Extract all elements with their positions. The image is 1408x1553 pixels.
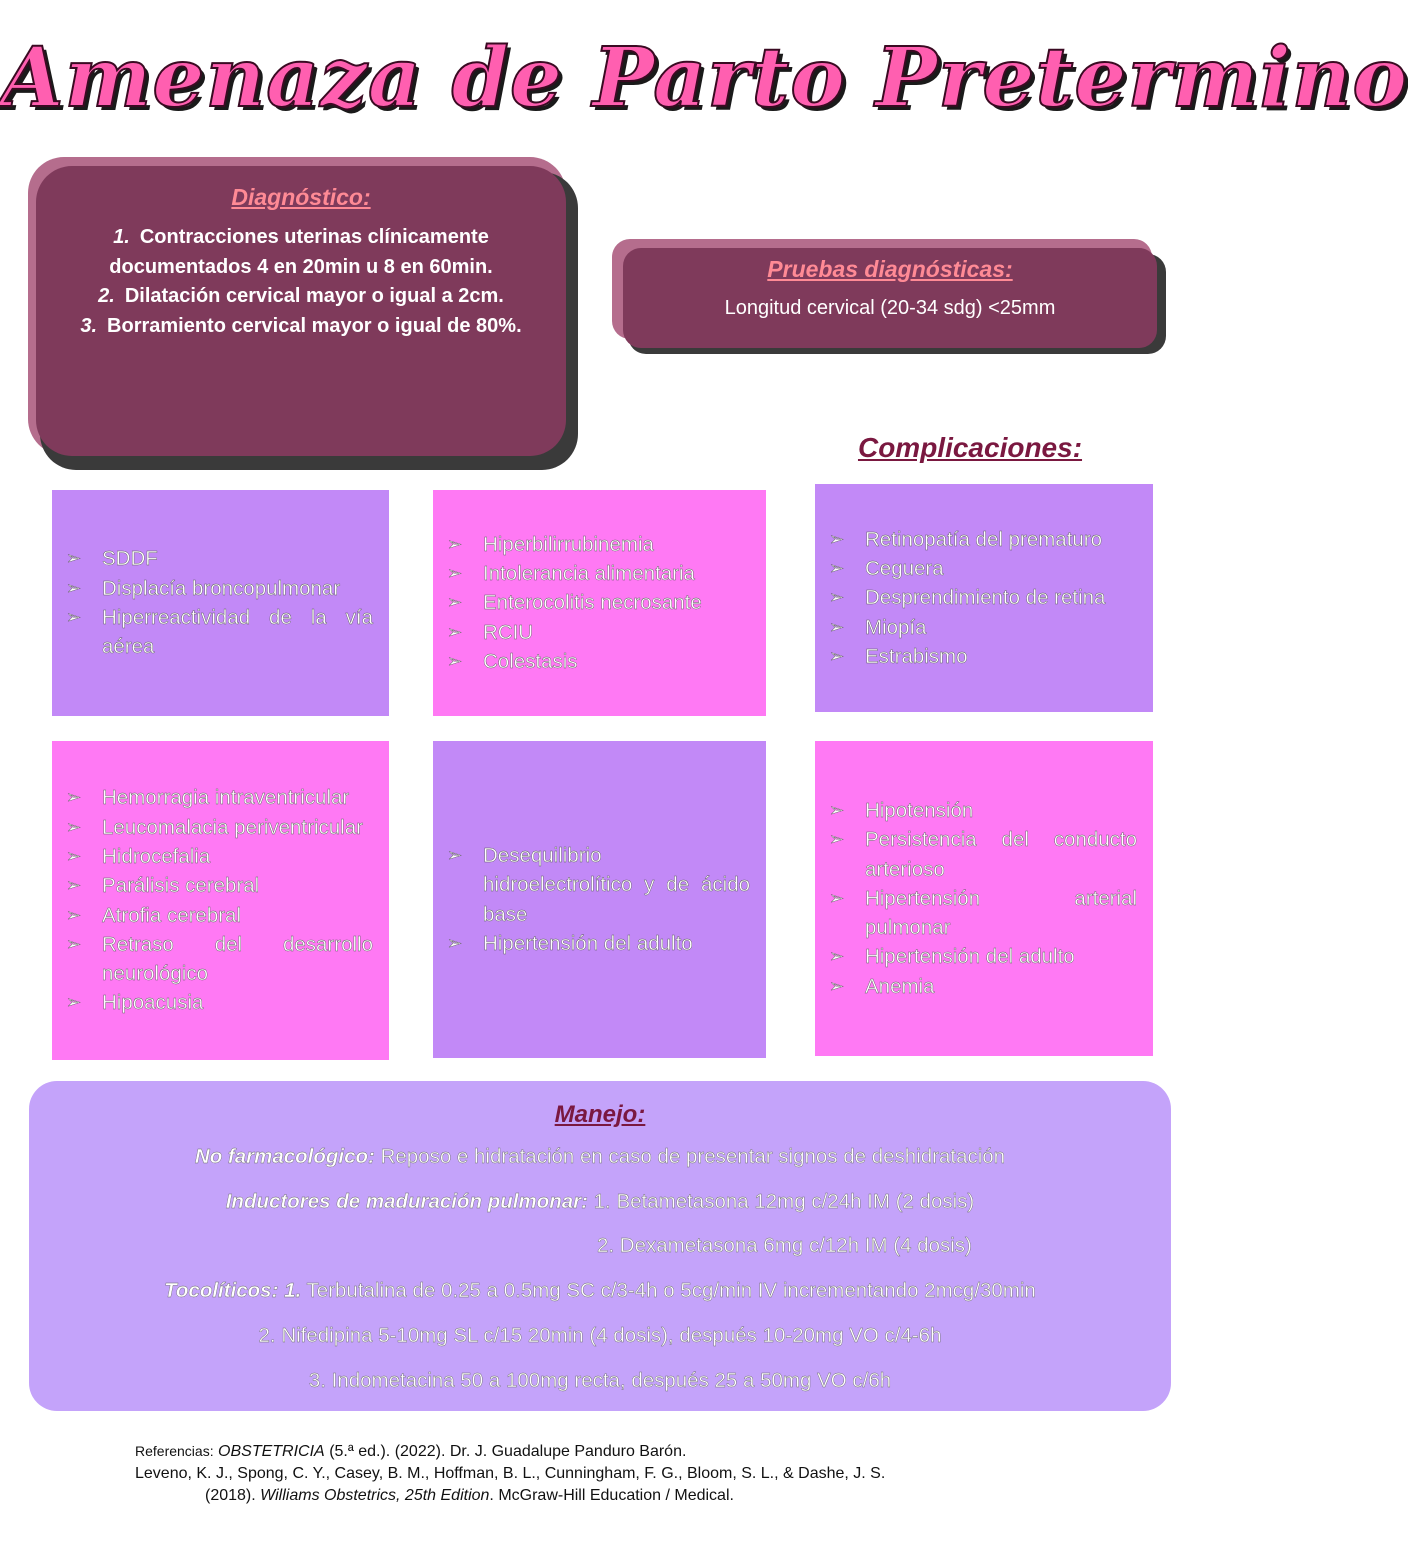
- list-item: ➢ Parálisis cerebral: [102, 871, 373, 900]
- complicaciones-box-digestivas: [433, 490, 766, 716]
- diagnostico-list: [66, 223, 536, 341]
- pruebas-box: [623, 248, 1157, 348]
- manejo-tocoliticos: Tocolíticos: 1. Terbutalina de 0.25 a 0.5mg SC c/3-4h o 5cg/min IV incrementando 2mcg/30min: [164, 1279, 1036, 1303]
- list-item: ➢ Hemorragia intraventricular: [102, 783, 373, 812]
- referencia-2-cont: (2018). Williams Obstetrics, 25th Edition. McGraw-Hill Education / Medical.: [205, 1487, 734, 1504]
- diagnostico-item: 2. Dilatación cervical mayor o igual a 2cm.: [98, 285, 504, 307]
- complicaciones-box-respiratorias: [52, 490, 389, 716]
- list-item: ➢ Retraso del desarrollo neurológico: [102, 930, 373, 989]
- complicaciones-box-metabolicas: [433, 741, 766, 1058]
- list-item: ➢ Persistencia del conducto arterioso: [865, 825, 1137, 884]
- diagnostico-item: 3. Borramiento cervical mayor o igual de 80%.: [80, 314, 522, 337]
- list-item: ➢ Intolerancia alimentaria: [483, 559, 750, 588]
- list-item: ➢ Colestasis: [483, 647, 750, 676]
- pruebas-title: Pruebas diagnósticas:: [767, 256, 1013, 282]
- complicaciones-box-neurologicas: [52, 741, 389, 1060]
- diagnostico-item: 1. Contracciones uterinas clínicamente documentados 4 en 20min u 8 en 60min.: [109, 226, 493, 278]
- list-item: ➢ Enterocolitis necrosante: [483, 588, 750, 617]
- list-item: ➢ Hidrocefalia: [102, 842, 373, 871]
- list-item: ➢ RCIU: [483, 618, 750, 647]
- manejo-inductores: Inductores de maduración pulmonar: 1. Betametasona 12mg c/24h IM (2 dosis): [225, 1189, 975, 1213]
- complicaciones-box-cardiovasculares: [815, 741, 1153, 1056]
- list-item: ➢ Hipertensión del adulto: [483, 929, 750, 958]
- list-item: ➢ Hiperreactividad de la vía aérea: [102, 603, 373, 662]
- manejo-tocoliticos-3: 3. Indometacina 50 a 100mg recta, después 25 a 50mg VO c/6h: [308, 1368, 892, 1392]
- list-item: ➢ Ceguera: [865, 554, 1137, 583]
- pruebas-text: Longitud cervical (20-34 sdg) <25mm: [724, 297, 1056, 319]
- page-title: Amenaza de Parto Pretermino: [0, 30, 1408, 126]
- list-item: ➢ Atrofia cerebral: [102, 901, 373, 930]
- list-item: ➢ Estrabismo: [865, 642, 1137, 671]
- complicaciones-box-oftalmologicas: [815, 484, 1153, 712]
- manejo-box: [29, 1081, 1171, 1411]
- list-item: ➢ Hipoacusia: [102, 988, 373, 1017]
- list-item: ➢ Miopía: [865, 613, 1137, 642]
- diagnostico-title: Diagnóstico:: [231, 184, 371, 210]
- diagnostico-box: [36, 166, 566, 456]
- referencia-1: Referencias: OBSTETRICIA (5.ª ed.). (2022). Dr. J. Guadalupe Panduro Barón.: [135, 1443, 687, 1460]
- list-item: ➢ SDDF: [102, 544, 373, 573]
- list-item: ➢ Hipotensión: [865, 796, 1137, 825]
- referencias: [135, 1440, 1115, 1507]
- list-item: ➢ Hipertensión arterial pulmonar: [865, 884, 1137, 943]
- manejo-no-farmacologico: No farmacológico: Reposo e hidratación en caso de presentar signos de deshidratación: [194, 1145, 1006, 1168]
- list-item: ➢ Hiperbilirrubinemia: [483, 530, 750, 559]
- manejo-inductores-2: 2. Dexametasona 6mg c/12h IM (4 dosis): [597, 1234, 972, 1258]
- list-item: ➢ Desequilibrio hidroelectrolítico y de ácido base: [483, 841, 750, 929]
- list-item: ➢ Retinopatía del prematuro: [865, 525, 1137, 554]
- manejo-title: Manejo:: [554, 1101, 646, 1128]
- list-item: ➢ Desprendimiento de retina: [865, 583, 1137, 612]
- list-item: ➢ Anemia: [865, 972, 1137, 1001]
- list-item: ➢ Hipertensión del adulto: [865, 942, 1137, 971]
- list-item: ➢ Displacía broncopulmonar: [102, 574, 373, 603]
- manejo-tocoliticos-2: 2. Nifedipina 5-10mg SL c/15 20min (4 dosis), después 10-20mg VO c/4-6h: [258, 1323, 942, 1347]
- list-item: ➢ Leucomalacia periventricular: [102, 813, 373, 842]
- referencia-2: Leveno, K. J., Spong, C. Y., Casey, B. M., Hoffman, B. L., Cunningham, F. G., Bloom, S. L., & Dashe, J. S.: [135, 1465, 886, 1482]
- complicaciones-title: Complicaciones:: [857, 432, 1083, 463]
